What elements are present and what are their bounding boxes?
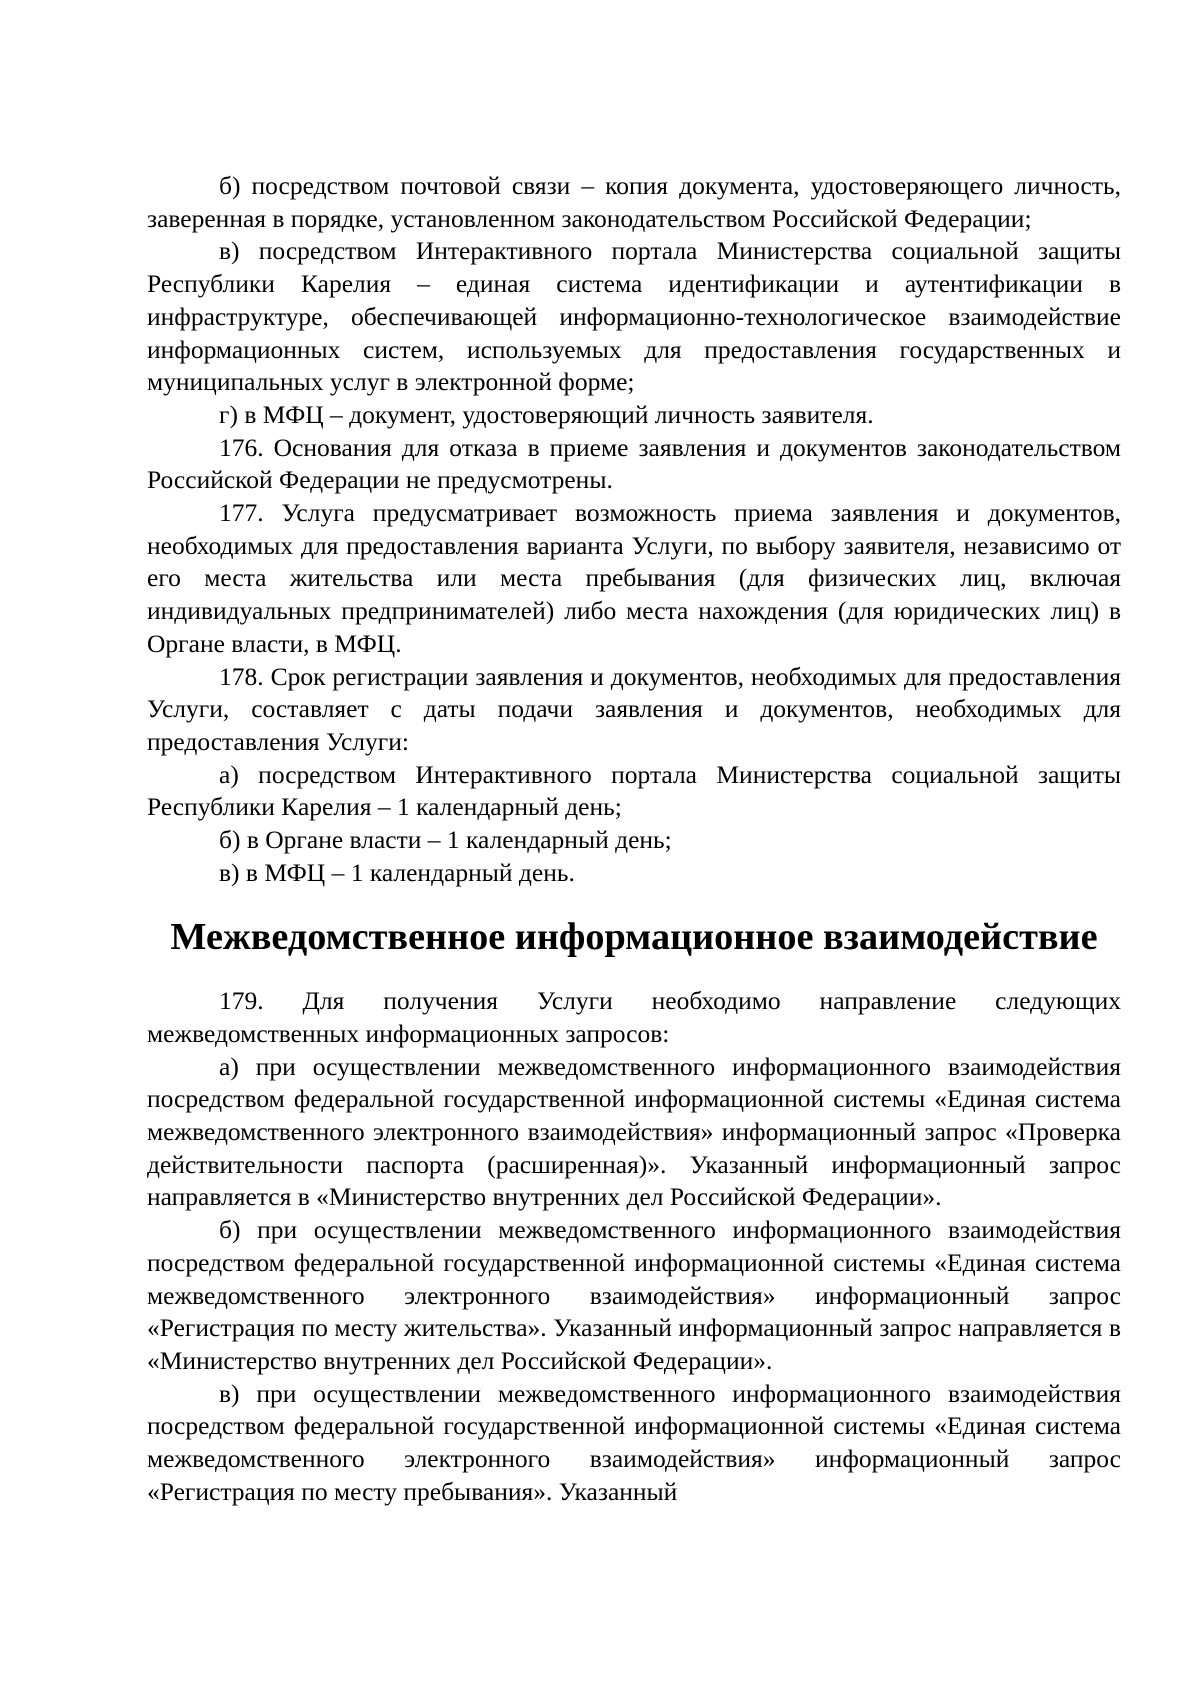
paragraph-v-portal: в) посредством Интерактивного портала Министерства социальной защиты Республики Карелия – единая система идентификации и аутентификации в инфраструктуре, обеспечивающей информационно-технологическое взаимодействие информационных систем, используемых для предоставления государственных и муниципальных услуг в электронной форме;	[147, 236, 1121, 397]
paragraph-178-b: б) в Органе власти – 1 календарный день;	[219, 825, 672, 855]
paragraph-179-b: б) при осуществлении межведомственного информационного взаимодействия посредством федеральной государственной информационной системы «Единая система межведомственного электронного взаимодействия» информационный запрос «Регистрация по месту жительства». Указанный информационный запрос направляется в «Министерство внутренних дел Российской Федерации».	[147, 1215, 1121, 1375]
paragraph-178-a: а) посредством Интерактивного портала Министерства социальной защиты Республики Карелия – 1 календарный день;	[147, 759, 1121, 822]
paragraph-179-a: а) при осуществлении межведомственного информационного взаимодействия посредством федеральной государственной информационной системы «Единая система межведомственного электронного взаимодействия» информационный запрос «Проверка действительности паспорта (расширенная)». Указанный информационный запрос направляется в «Министерство внутренних дел Российской Федерации».	[147, 1051, 1121, 1212]
paragraph-178-v: в) в МФЦ – 1 календарный день.	[219, 857, 575, 887]
paragraph-176: 176. Основания для отказа в приеме заявления и документов законодательством Российской Федерации не предусмотрены.	[147, 432, 1121, 495]
paragraph-178: 178. Срок регистрации заявления и документов, необходимых для предоставления Услуги, составляет с даты подачи заявления и документов, необходимых для предоставления Услуги:	[147, 661, 1121, 756]
paragraph-179-v: в) при осуществлении межведомственного информационного взаимодействия посредством федеральной государственной информационной системы «Единая система межведомственного электронного взаимодействия» информационный запрос «Регистрация по месту пребывания». Указанный	[147, 1378, 1121, 1506]
paragraph-g-mfc: г) в МФЦ – документ, удостоверяющий личность заявителя.	[219, 399, 874, 429]
paragraph-177: 177. Услуга предусматривает возможность приема заявления и документов, необходимых для предоставления варианта Услуги, по выбору заявителя, независимо от его места жительства или места пребывания (для физических лиц, включая индивидуальных предпринимателей) либо места нахождения (для юридических лиц) в Органе власти, в МФЦ.	[147, 498, 1121, 658]
section-heading: Межведомственное информационное взаимодействие	[170, 916, 1098, 959]
paragraph-179: 179. Для получения Услуги необходимо направление следующих межведомственных информационных запросов:	[147, 986, 1121, 1048]
document-page	[147, 170, 1121, 1508]
paragraph-b-postal: б) посредством почтовой связи – копия документа, удостоверяющего личность, заверенная в порядке, установленном законодательством Российской Федерации;	[147, 171, 1121, 233]
